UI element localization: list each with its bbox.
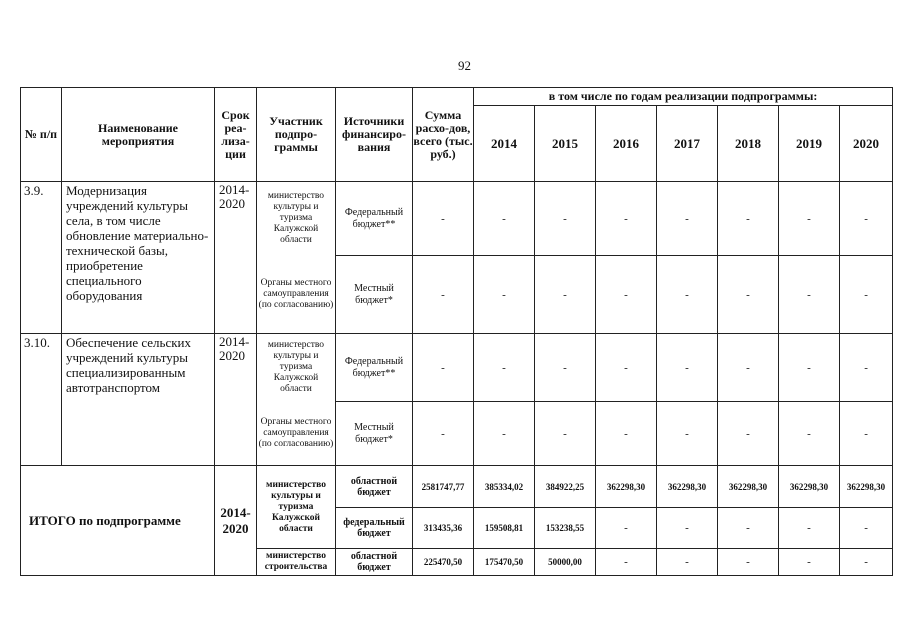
year-value: - [474,334,535,402]
period: 2014-2020 [215,334,257,466]
year-value: - [535,256,596,334]
year-header: 2016 [596,106,657,182]
year-value: 362298,30 [718,466,779,508]
year-header: 2020 [840,106,893,182]
col-header-name: Наименование мероприятия [62,88,215,182]
year-value: - [840,256,893,334]
sum-total: 2581747,77 [413,466,474,508]
sum-total: - [413,334,474,402]
year-value: - [657,549,718,576]
year-value: 175470,50 [474,549,535,576]
page-number: 92 [458,58,471,73]
year-value: 362298,30 [779,466,840,508]
year-value: - [657,182,718,256]
sum-total: - [413,402,474,466]
year-value: 159508,81 [474,508,535,549]
participant: министерство культуры и туризма Калужской области [257,466,336,549]
funding-source: Местный бюджет* [336,402,413,466]
row-number: 3.9. [21,182,62,334]
participant: министерство культуры и туризма Калужской области [257,334,336,402]
funding-source: областной бюджет [336,466,413,508]
sum-total: 313435,36 [413,508,474,549]
year-value: - [779,256,840,334]
year-value: 362298,30 [596,466,657,508]
header-row [21,88,893,106]
year-value: - [535,334,596,402]
year-value: - [840,334,893,402]
year-value: - [596,182,657,256]
sum-total: - [413,256,474,334]
year-value: - [596,508,657,549]
year-value: - [474,256,535,334]
year-value: - [779,334,840,402]
funding-source: федеральный бюджет [336,508,413,549]
year-header: 2018 [718,106,779,182]
year-value: 385334,02 [474,466,535,508]
year-value: - [718,549,779,576]
year-value: - [779,182,840,256]
funding-source: областной бюджет [336,549,413,576]
year-value: - [718,334,779,402]
participant: Органы местного самоуправления (по согласованию) [257,256,336,334]
year-header: 2014 [474,106,535,182]
year-value: - [779,508,840,549]
funding-source: Местный бюджет* [336,256,413,334]
year-value: - [596,334,657,402]
total-row [21,466,893,508]
col-header-by-years: в том числе по годам реализации подпрограммы: [474,88,893,106]
col-header-participant: Участник подпро-граммы [257,88,336,182]
year-value: - [657,402,718,466]
year-value: 153238,55 [535,508,596,549]
participant: министерство строительства [257,549,336,576]
year-value: 362298,30 [840,466,893,508]
activity-name: Обеспечение сельских учреждений культуры специализированным автотранспортом [62,334,215,466]
year-value: - [779,549,840,576]
year-value: - [840,508,893,549]
year-value: - [718,508,779,549]
participant: Органы местного самоуправления (по согласованию) [257,402,336,466]
funding-source: Федеральный бюджет** [336,334,413,402]
year-value: 50000,00 [535,549,596,576]
funding-source: Федеральный бюджет** [336,182,413,256]
total-label: ИТОГО по подпрограмме [21,466,215,576]
year-value: 384922,25 [535,466,596,508]
year-value: - [535,402,596,466]
year-header: 2019 [779,106,840,182]
participant: министерство культуры и туризма Калужской области [257,182,336,256]
year-value: - [596,549,657,576]
col-header-srok: Срок реа-лиза-ции [215,88,257,182]
sum-total: 225470,50 [413,549,474,576]
year-value: - [535,182,596,256]
col-header-sum: Сумма расхо-дов, всего (тыс. руб.) [413,88,474,182]
row-number: 3.10. [21,334,62,466]
year-value: - [718,256,779,334]
year-value: - [718,402,779,466]
year-value: - [657,256,718,334]
year-value: - [474,182,535,256]
activity-name: Модернизация учреждений культуры села, в том числе обновление материально-технической базы, приобретение специального оборудования [62,182,215,334]
table-row [21,182,893,256]
year-value: - [840,549,893,576]
year-header: 2015 [535,106,596,182]
sum-total: - [413,182,474,256]
col-header-source: Источники финансиро-вания [336,88,413,182]
year-value: - [779,402,840,466]
year-header: 2017 [657,106,718,182]
year-value: - [657,508,718,549]
year-value: - [596,256,657,334]
col-header-num: № п/п [21,88,62,182]
period: 2014-2020 [215,182,257,334]
year-value: 362298,30 [657,466,718,508]
year-value: - [718,182,779,256]
year-value: - [840,402,893,466]
total-period: 2014-2020 [215,466,257,576]
year-value: - [474,402,535,466]
year-value: - [840,182,893,256]
year-value: - [657,334,718,402]
year-value: - [596,402,657,466]
table-row [21,334,893,402]
budget-table [20,87,893,576]
